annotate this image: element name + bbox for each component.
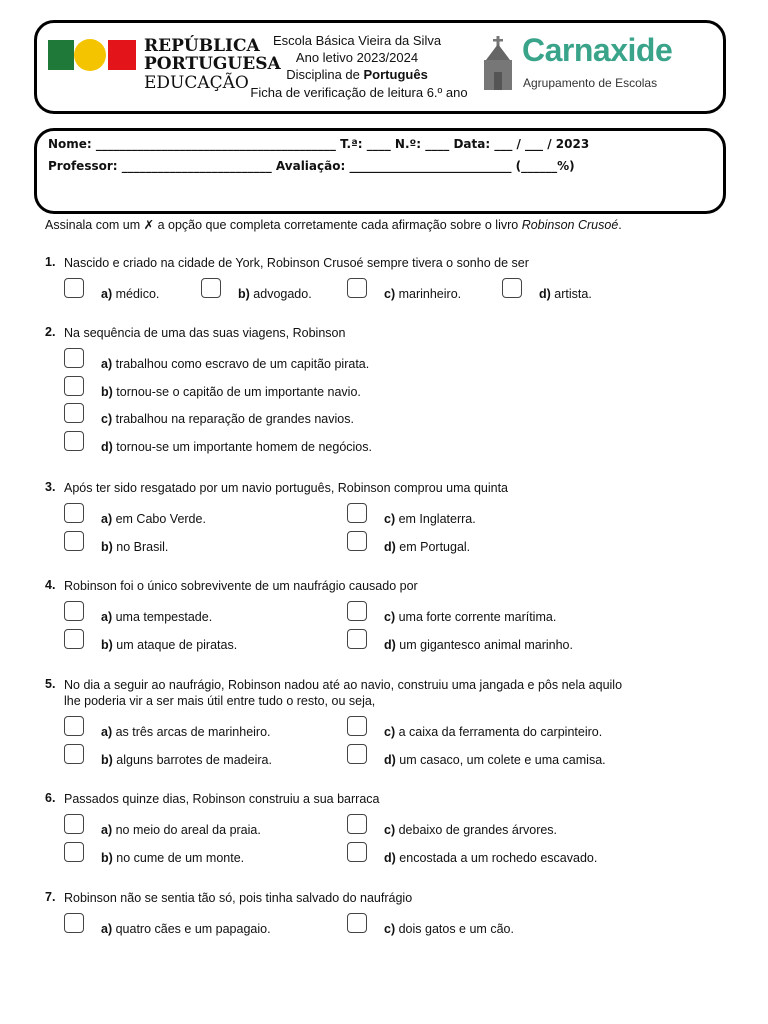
answer-checkbox[interactable] xyxy=(64,601,84,621)
logo-line-1: REPÚBLICA xyxy=(144,36,260,56)
option-text: advogado. xyxy=(249,287,312,301)
discipline-line xyxy=(230,66,484,83)
answer-checkbox[interactable] xyxy=(64,376,84,396)
option-letter: b) xyxy=(101,638,113,652)
church-icon xyxy=(482,36,514,92)
answer-option[interactable] xyxy=(101,512,206,526)
option-letter: c) xyxy=(384,287,396,301)
teacher-line[interactable]: Professor: _________________________ Avaliação: ___________________________ (______%) xyxy=(48,159,575,173)
option-text: dois gatos e um cão. xyxy=(395,922,514,936)
answer-checkbox[interactable] xyxy=(64,629,84,649)
answer-checkbox[interactable] xyxy=(64,348,84,368)
red-square-icon xyxy=(108,40,136,70)
answer-option[interactable] xyxy=(384,638,573,652)
question-text: No dia a seguir ao naufrágio, Robinson nadou até ao navio, construiu uma jangada e pôs nela aquilo xyxy=(64,678,623,692)
answer-checkbox[interactable] xyxy=(347,814,367,834)
answer-checkbox[interactable] xyxy=(64,278,84,298)
option-text: no cume de um monte. xyxy=(112,851,245,865)
option-letter: d) xyxy=(384,851,396,865)
answer-checkbox[interactable] xyxy=(347,601,367,621)
instruction-suffix: . xyxy=(618,218,622,232)
question-number: 4. xyxy=(45,578,56,592)
answer-checkbox[interactable] xyxy=(64,403,84,423)
option-text: quatro cães e um papagaio. xyxy=(112,922,271,936)
question-number: 7. xyxy=(45,890,56,904)
answer-option[interactable] xyxy=(384,540,470,554)
answer-checkbox[interactable] xyxy=(347,503,367,523)
answer-option[interactable] xyxy=(101,725,271,739)
option-text: marinheiro. xyxy=(395,287,462,301)
option-letter: b) xyxy=(101,753,113,767)
logo-line-3: EDUCAÇÃO xyxy=(144,73,249,93)
question-text: Robinson não se sentia tão só, pois tinha salvado do naufrágio xyxy=(64,891,413,905)
answer-checkbox[interactable] xyxy=(64,744,84,764)
option-letter: d) xyxy=(384,540,396,554)
question-number: 1. xyxy=(45,255,56,269)
answer-option[interactable] xyxy=(238,287,312,301)
answer-option[interactable] xyxy=(384,823,557,837)
option-letter: b) xyxy=(101,851,113,865)
group-subtitle: Agrupamento de Escolas xyxy=(523,76,658,90)
option-letter: d) xyxy=(384,753,396,767)
answer-checkbox[interactable] xyxy=(64,842,84,862)
option-text: a caixa da ferramenta do carpinteiro. xyxy=(395,725,603,739)
answer-checkbox[interactable] xyxy=(347,842,367,862)
answer-option[interactable] xyxy=(101,823,261,837)
option-letter: c) xyxy=(384,922,396,936)
option-text: trabalhou como escravo de um capitão pirata. xyxy=(112,357,370,371)
answer-checkbox[interactable] xyxy=(64,503,84,523)
answer-checkbox[interactable] xyxy=(347,531,367,551)
option-text: as três arcas de marinheiro. xyxy=(112,725,271,739)
option-text: um ataque de piratas. xyxy=(112,638,238,652)
option-letter: a) xyxy=(101,725,113,739)
option-text: no Brasil. xyxy=(112,540,169,554)
answer-checkbox[interactable] xyxy=(347,716,367,736)
discipline-name: Português xyxy=(363,67,428,82)
option-text: artista. xyxy=(550,287,592,301)
answer-option[interactable] xyxy=(101,287,159,301)
group-name: Carnaxide xyxy=(522,32,673,68)
answer-option[interactable] xyxy=(101,412,354,426)
option-letter: a) xyxy=(101,287,113,301)
option-text: em Cabo Verde. xyxy=(112,512,206,526)
book-title: Robinson Crusoé xyxy=(521,218,619,232)
yellow-sphere-icon xyxy=(74,39,106,71)
answer-option[interactable] xyxy=(101,753,272,767)
question-text: Robinson foi o único sobrevivente de um naufrágio causado por xyxy=(64,579,418,593)
question-text: Após ter sido resgatado por um navio português, Robinson comprou uma quinta xyxy=(64,481,509,495)
option-text: um casaco, um colete e uma camisa. xyxy=(395,753,606,767)
option-letter: b) xyxy=(238,287,250,301)
question-number: 6. xyxy=(45,791,56,805)
answer-checkbox[interactable] xyxy=(64,431,84,451)
answer-option[interactable] xyxy=(101,357,369,371)
instruction xyxy=(45,217,622,232)
question-text: Nascido e criado na cidade de York, Robinson Crusoé sempre tivera o sonho de ser xyxy=(64,256,529,270)
option-text: uma forte corrente marítima. xyxy=(395,610,557,624)
answer-checkbox[interactable] xyxy=(64,531,84,551)
answer-checkbox[interactable] xyxy=(347,913,367,933)
answer-checkbox[interactable] xyxy=(201,278,221,298)
logo-line-2: PORTUGUESA xyxy=(144,54,281,74)
option-letter: c) xyxy=(384,725,396,739)
option-letter: d) xyxy=(539,287,551,301)
question-text-cont: lhe poderia vir a ser mais útil entre tudo o resto, ou seja, xyxy=(64,694,376,708)
answer-option[interactable] xyxy=(101,922,271,936)
option-letter: a) xyxy=(101,357,113,371)
option-letter: d) xyxy=(101,439,113,454)
name-line[interactable]: Nome: ________________________________________ T.ª: ____ N.º: ____ Data: ___ / ___ / 2023 xyxy=(48,137,590,151)
answer-option[interactable] xyxy=(101,638,237,652)
question-number: 2. xyxy=(45,325,56,339)
option-text: trabalhou na reparação de grandes navios. xyxy=(112,412,354,426)
question-number: 3. xyxy=(45,480,56,494)
option-text: encostada a um rochedo escavado. xyxy=(395,851,598,865)
answer-option[interactable] xyxy=(101,540,168,554)
answer-option[interactable] xyxy=(101,440,372,454)
answer-checkbox[interactable] xyxy=(64,814,84,834)
option-text: tornou-se o capitão de um importante navio. xyxy=(112,384,361,399)
option-text: em Portugal. xyxy=(395,540,471,554)
answer-option[interactable] xyxy=(101,610,212,624)
question-text: Na sequência de uma das suas viagens, Robinson xyxy=(64,326,346,340)
answer-option[interactable] xyxy=(101,851,244,865)
school-year: Ano letivo 2023/2024 xyxy=(295,50,419,65)
option-text: em Inglaterra. xyxy=(395,512,476,526)
answer-checkbox[interactable] xyxy=(64,913,84,933)
answer-option[interactable] xyxy=(384,287,461,301)
option-text: no meio do areal da praia. xyxy=(112,823,261,837)
answer-option[interactable] xyxy=(384,610,556,624)
option-text: alguns barrotes de madeira. xyxy=(112,753,272,767)
answer-checkbox[interactable] xyxy=(502,278,522,298)
worksheet-title: Ficha de verificação de leitura 6.º ano xyxy=(250,85,468,100)
option-letter: b) xyxy=(101,540,113,554)
option-text: debaixo de grandes árvores. xyxy=(395,823,558,837)
answer-checkbox[interactable] xyxy=(347,278,367,298)
option-letter: a) xyxy=(101,922,113,936)
option-text: um gigantesco animal marinho. xyxy=(395,638,573,652)
option-letter: c) xyxy=(384,512,396,526)
answer-option[interactable] xyxy=(384,512,476,526)
option-text: tornou-se um importante homem de negócios. xyxy=(112,439,372,454)
answer-option[interactable] xyxy=(384,753,606,767)
option-letter: a) xyxy=(101,512,113,526)
option-letter: d) xyxy=(384,638,396,652)
discipline-prefix: Disciplina de xyxy=(286,67,364,82)
question-text: Passados quinze dias, Robinson construiu a sua barraca xyxy=(64,792,380,806)
answer-option[interactable] xyxy=(101,385,361,399)
instruction-text: Assinala com um ✗ a opção que completa corretamente cada afirmação sobre o livro xyxy=(45,218,522,232)
option-text: médico. xyxy=(112,287,160,301)
answer-option[interactable] xyxy=(539,287,592,301)
option-letter: c) xyxy=(384,610,396,624)
option-letter: a) xyxy=(101,610,113,624)
answer-checkbox[interactable] xyxy=(64,716,84,736)
question-number: 5. xyxy=(45,677,56,691)
option-letter: b) xyxy=(101,384,113,399)
option-letter: c) xyxy=(384,823,396,837)
option-letter: c) xyxy=(101,412,113,426)
school-name: Escola Básica Vieira da Silva xyxy=(272,33,442,48)
answer-checkbox[interactable] xyxy=(347,744,367,764)
green-square-icon xyxy=(48,40,74,70)
answer-option[interactable] xyxy=(384,922,514,936)
option-text: uma tempestade. xyxy=(112,610,213,624)
answer-option[interactable] xyxy=(384,725,602,739)
answer-checkbox[interactable] xyxy=(347,629,367,649)
option-letter: a) xyxy=(101,823,113,837)
answer-option[interactable] xyxy=(384,851,597,865)
